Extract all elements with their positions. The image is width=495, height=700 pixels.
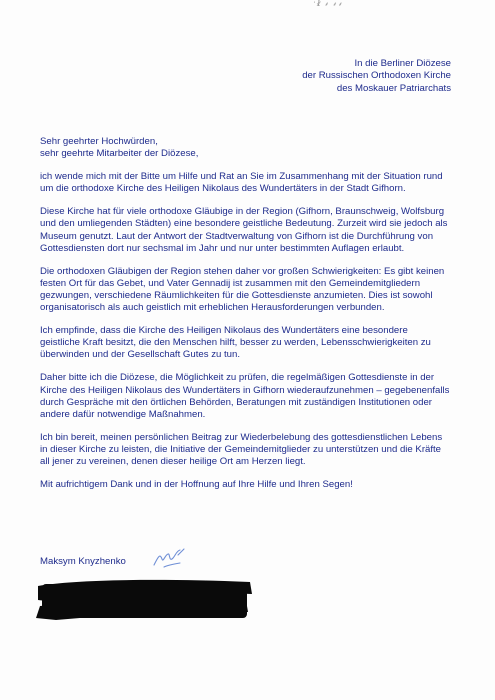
paragraph-request: ich wende mich mit der Bitte um Hilfe und Rat an Sie im Zusammenhang mit der Situation rund um die orthodoxe Kirche des Heiligen Nikolaus des Wundertäters in der Stadt Gifhorn.	[40, 171, 443, 195]
salutation	[40, 136, 450, 160]
redaction-block	[32, 576, 254, 624]
paragraph-petition: Daher bitte ich die Diözese, die Möglichkeit zu prüfen, die regelmäßigen Gottesdienste in der Kirche des Heiligen Nikolaus des Wundertäters in Gifhorn wiederaufzunehmen – gegebenenfalls durch Gespräche mit den örtlichen Behörden, Beratungen mit zuständigen Institutionen oder andere dafür notwendige Maßnahmen.	[40, 372, 450, 420]
paragraph-closing: Mit aufrichtigem Dank und in der Hoffnung auf Ihre Hilfe und Ihren Segen!	[40, 479, 353, 491]
paragraph-difficulties: Die orthodoxen Gläubigen der Region stehen daher vor großen Schwierigkeiten: Es gibt keinen festen Ort für das Gebet, und Vater Gennadij ist zusammen mit den Gemeindemitgliedern gezwungen, verschiedene Räumlichkeiten für die Gottesdienste anzumieten. Dies ist sowohl organisatorisch als auch geistlich mit erheblichen Herausforderungen verbunden.	[40, 265, 445, 314]
salutation-line-2: sehr geehrte Mitarbeiter der Diözese,	[40, 148, 199, 160]
address-line-2: der Russischen Orthodoxen Kirche	[302, 70, 451, 82]
letter-body	[40, 136, 450, 502]
address-line-3: des Moskauer Patriarchats	[336, 82, 451, 94]
salutation-line-1: Sehr geehrter Hochwürden,	[40, 136, 158, 147]
handwritten-signature	[150, 545, 190, 573]
paragraph-significance: Diese Kirche hat für viele orthodoxe Gläubige in der Region (Gifhorn, Braunschweig, Wolfsburg und den umliegenden Städten) eine besondere geistliche Bedeutung. Zurzeit wird sie jedoch als Museum genutzt. Laut der Antwort der Stadtverwaltung von Gifhorn ist die Durchführung von Gottesdiensten dort nur sechsmal im Jahr und nur unter bestimmten Auflagen erlaubt.	[40, 206, 448, 254]
address-line-1: In die Berliner Diözese	[354, 58, 451, 69]
signer-name: Maksym Knyzhenko	[40, 556, 126, 567]
paragraph-spiritual-power: Ich empfinde, dass die Kirche des Heiligen Nikolaus des Wundertäters eine besondere geistliche Kraft besitzt, die den Menschen hilft, besser zu werden, Lebensschwierigkeiten zu überwinden und der Gesellschaft Gutes zu tun.	[40, 325, 431, 361]
top-edge-mark: '☧ ⸙ ⸙⸙	[314, 2, 344, 8]
paragraph-commitment: Ich bin bereit, meinen persönlichen Beitrag zur Wiederbelebung des gottesdienstlichen Lebens in dieser Kirche zu leisten, die Initiative der Gemeindemitglieder zu unterstützen und die Kräfte all jener zu vereinen, denen dieser heilige Ort am Herzen liegt.	[40, 431, 443, 467]
recipient-address	[302, 58, 451, 95]
